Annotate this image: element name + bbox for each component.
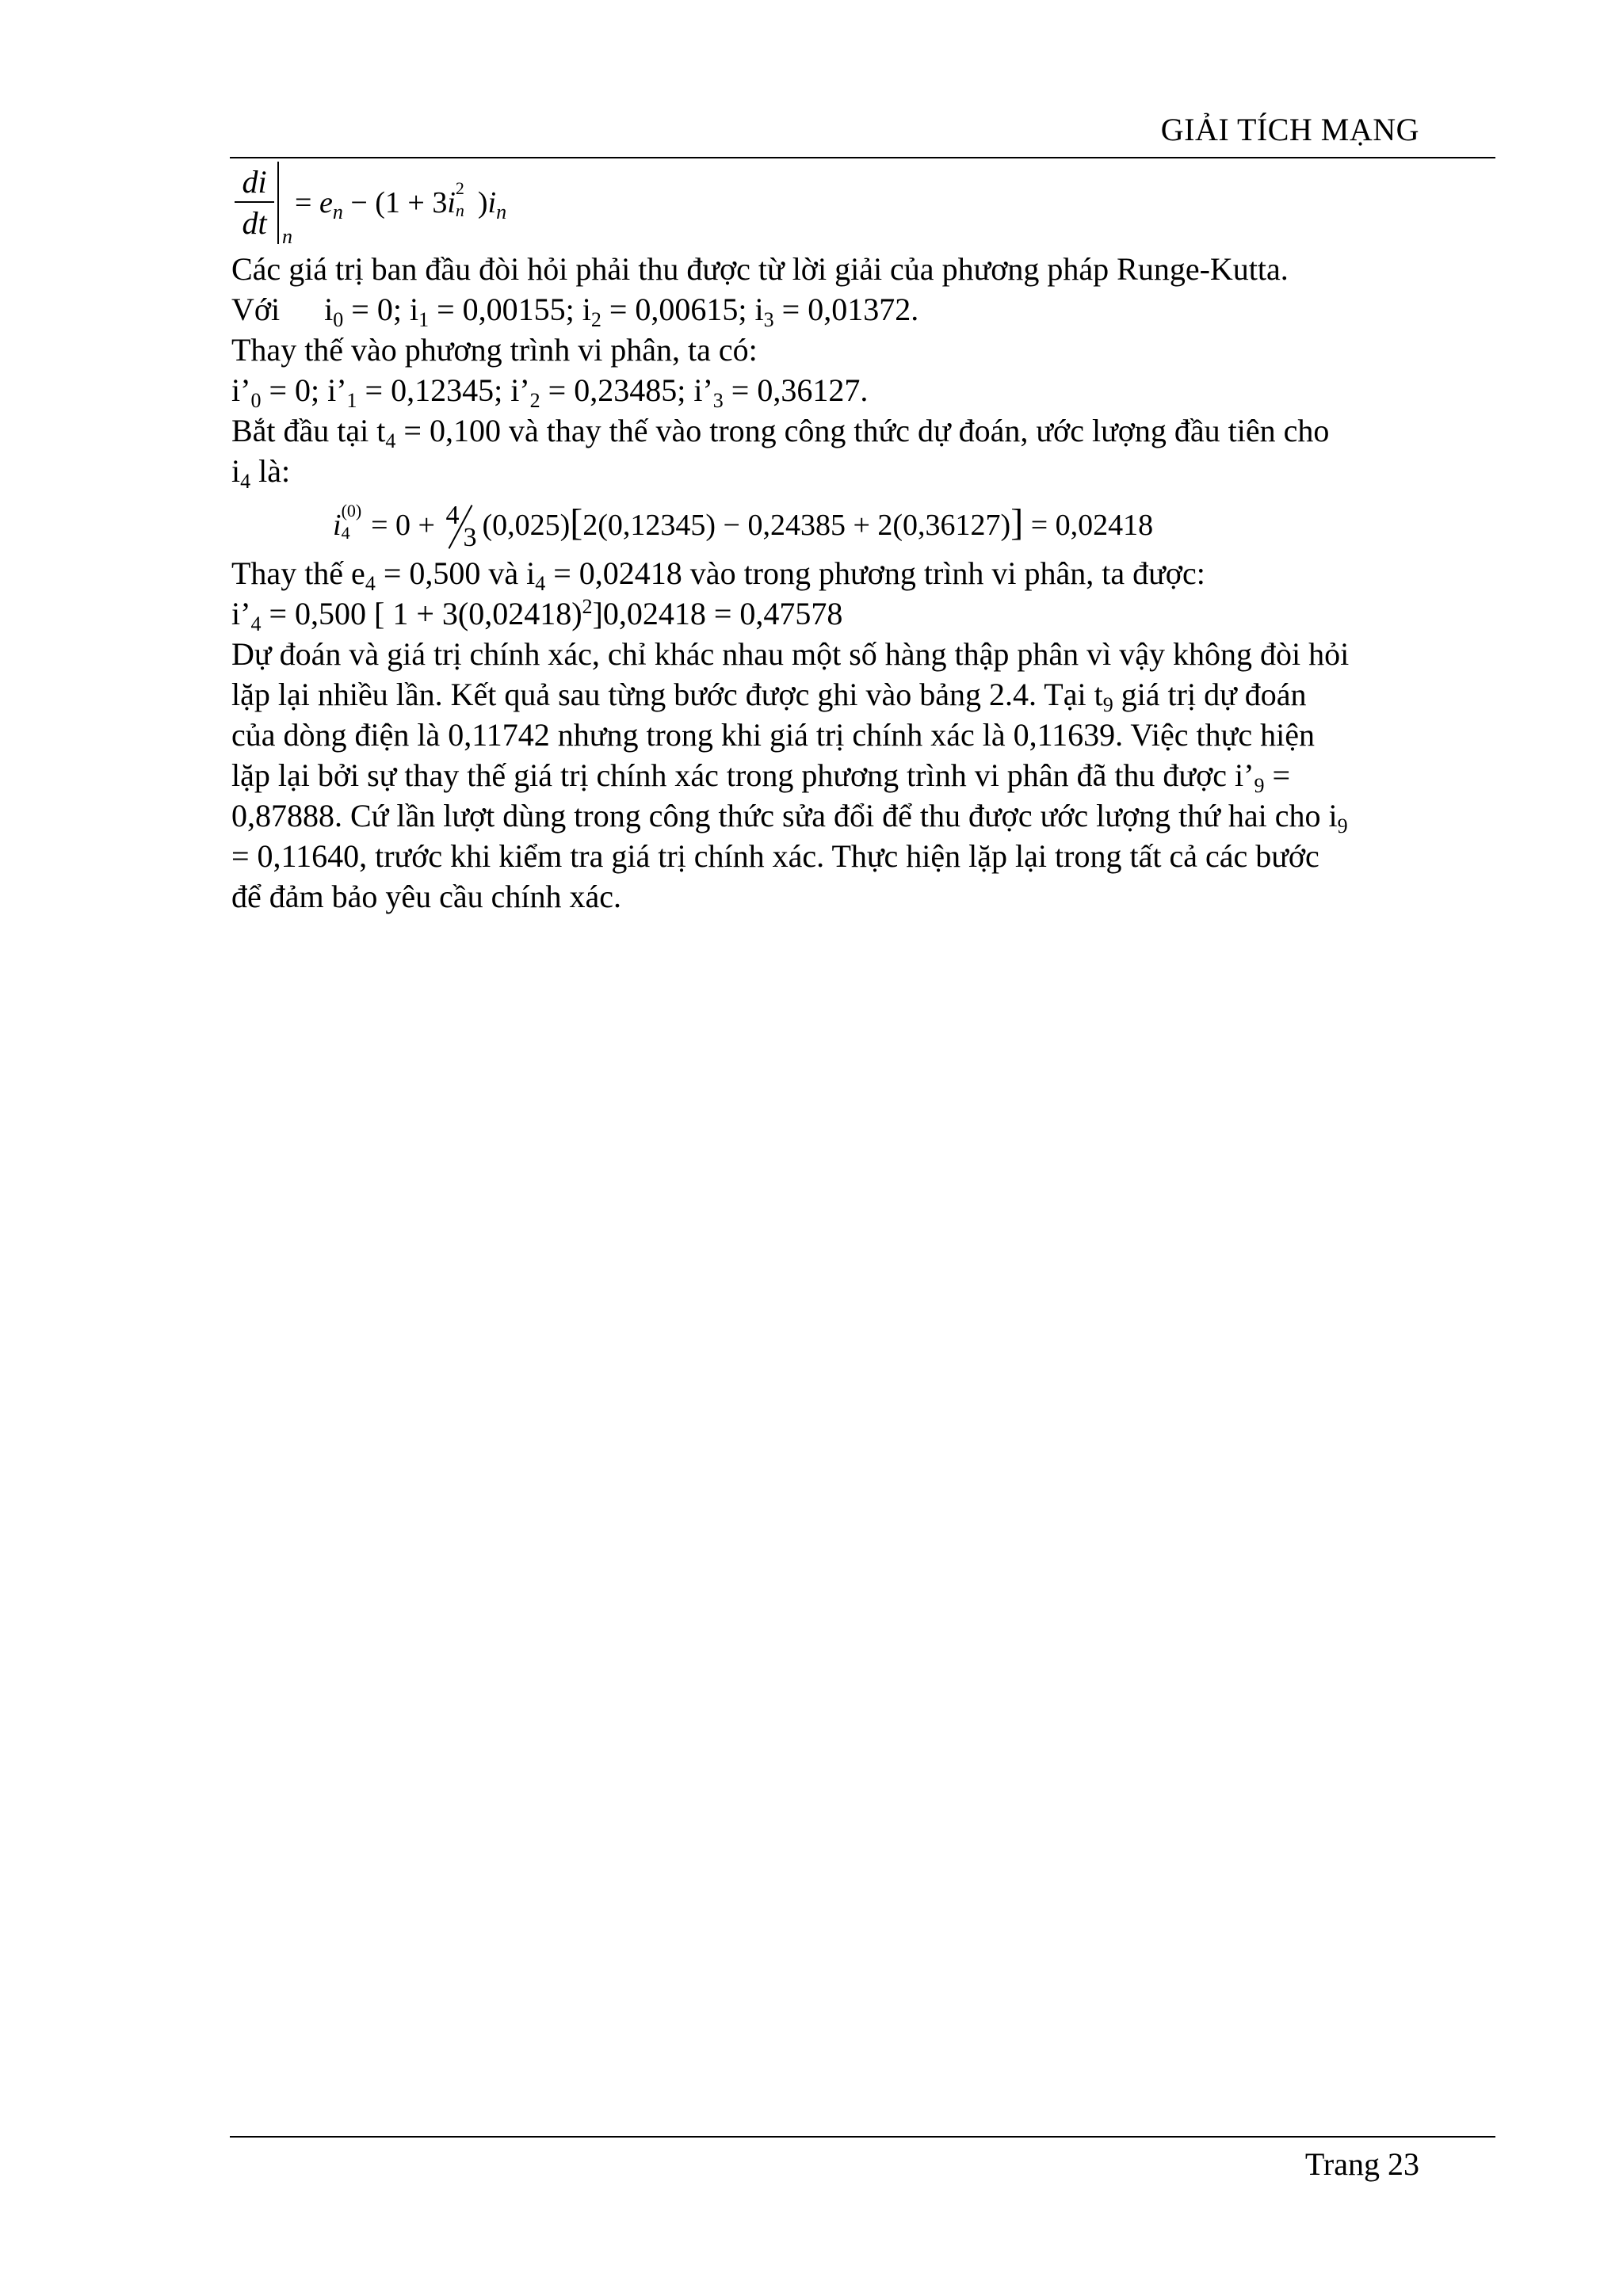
- text: giá trị dự đoán: [1113, 677, 1307, 712]
- page-footer: [230, 2136, 1495, 2182]
- rhs-e-sub: n: [332, 200, 343, 223]
- rhs-close: ): [477, 186, 488, 219]
- derivative-rhs: [295, 178, 507, 223]
- text-line-1: Các giá trị ban đầu đòi hỏi phải thu được từ lời giải của phương pháp Runge-Kutta.: [231, 251, 1289, 287]
- rhs-e: e: [319, 186, 333, 219]
- text-line-8: [231, 593, 1499, 634]
- page-number: Trang 23: [1304, 2146, 1419, 2182]
- sub: 3: [763, 308, 774, 331]
- sub: 2: [529, 389, 540, 412]
- evaluation-bar: [277, 162, 279, 244]
- value: = 0,23485; i’: [540, 372, 713, 408]
- rhs-square: 2: [455, 178, 464, 199]
- text: là:: [250, 453, 291, 489]
- predictor-expression: [333, 501, 1154, 553]
- derivative-numerator: di: [235, 163, 274, 203]
- rhs-i2: i: [487, 186, 497, 219]
- text-line-6: [231, 451, 1499, 491]
- text-line-5: [231, 410, 1499, 451]
- rhs-i: i: [447, 186, 456, 219]
- sub: 2: [590, 308, 601, 331]
- evaluation-subscript: n: [282, 225, 292, 248]
- left-bracket: [: [570, 502, 583, 543]
- sub: 4: [385, 429, 396, 452]
- text-line-10: [231, 674, 1499, 715]
- text: Bắt đầu tại t: [231, 413, 386, 448]
- i-symbol: i: [324, 292, 334, 327]
- text-line-11: của dòng điện là 0,11742 nhưng trong khi giá trị chính xác là 0,11639. Việc thực hiện: [231, 717, 1315, 753]
- sup: 2: [582, 595, 593, 618]
- predictor-eq: = 0 +: [363, 509, 443, 542]
- text-line-9: Dự đoán và giá trị chính xác, chỉ khác nhau một số hàng thập phân vì vậy không đòi hỏi: [231, 636, 1350, 672]
- sub: 4: [250, 612, 262, 635]
- sub: 4: [240, 470, 251, 493]
- sub: 1: [346, 389, 357, 412]
- sub: 9: [1102, 693, 1113, 716]
- fraction-numerator: 4: [445, 501, 460, 531]
- header-title: GIẢI TÍCH MẠNG: [1160, 112, 1419, 147]
- text: = 0,500 và i: [375, 555, 536, 591]
- text: lặp lại nhiều lần. Kết quả sau từng bước được ghi vào bảng 2.4. Tại t: [231, 677, 1103, 712]
- text-line-4: [231, 370, 1499, 410]
- rhs-mid: − (1 + 3: [342, 186, 448, 219]
- text-line-14: = 0,11640, trước khi kiểm tra giá trị chính xác. Thực hiện lặp lại trong tất cả các bước: [231, 838, 1319, 874]
- value: = 0,12345; i’: [357, 372, 530, 408]
- sub: 1: [418, 308, 430, 331]
- sub: 3: [712, 389, 724, 412]
- derivative-denominator: dt: [242, 205, 267, 241]
- sub: 0: [333, 308, 344, 331]
- i-prime: i’: [231, 372, 251, 408]
- value: = 0,36127.: [723, 372, 869, 408]
- value: = 0,01372.: [773, 292, 919, 327]
- text: =: [1264, 757, 1291, 793]
- sub: 9: [1337, 814, 1348, 837]
- with-label: Với: [231, 292, 281, 327]
- predictor-sup: (0): [341, 501, 362, 521]
- text: i: [231, 453, 241, 489]
- text-line-7: [231, 553, 1499, 593]
- rhs-i-scripts: [455, 178, 478, 221]
- derivative-formula: [231, 157, 1499, 249]
- sub: 4: [365, 572, 376, 595]
- rhs-i-sub: n: [455, 200, 464, 221]
- text-line-2: [231, 289, 1499, 330]
- predictor-sub: 4: [341, 523, 350, 543]
- fraction-denominator: 3: [463, 523, 477, 553]
- text: Thay thế e: [231, 555, 365, 591]
- text-line-3: Thay thế vào phương trình vi phân, ta có:: [231, 332, 758, 368]
- sub: 4: [535, 572, 546, 595]
- predictor-step: (0,025): [482, 509, 571, 542]
- text-line-15: để đảm bảo yêu cầu chính xác.: [231, 879, 622, 914]
- value: = 0; i’: [261, 372, 347, 408]
- rhs-i2-sub: n: [496, 200, 507, 223]
- right-bracket: ]: [1010, 502, 1024, 543]
- text: = 0,500 [ 1 + 3(0,02418): [261, 596, 582, 631]
- value: = 0,00615; i: [601, 292, 764, 327]
- value: = 0,00155; i: [429, 292, 591, 327]
- predictor-result: = 0,02418: [1023, 509, 1154, 542]
- text: ]0,02418 = 0,47578: [592, 596, 843, 631]
- value: = 0; i: [343, 292, 419, 327]
- predictor-sum: 2(0,12345) − 0,24385 + 2(0,36127): [582, 509, 1011, 542]
- page-header: [230, 111, 1495, 158]
- page-content: [231, 157, 1499, 917]
- predictor-formula: [231, 491, 1499, 553]
- rhs-equals: =: [295, 186, 319, 219]
- text: i’: [231, 596, 251, 631]
- sub: 9: [1254, 774, 1265, 797]
- predictor-lhs: i: [333, 509, 342, 542]
- text-line-13: [231, 795, 1499, 836]
- predictor-lhs-scripts: [341, 501, 364, 543]
- text: = 0,100 và thay thế vào trong công thức dự đoán, ước lượng đầu tiên cho: [395, 413, 1330, 448]
- predictor-fraction: [442, 501, 482, 553]
- text: lặp lại bởi sự thay thế giá trị chính xác trong phương trình vi phân đã thu được i’: [231, 757, 1254, 793]
- derivative-fraction: [235, 163, 274, 244]
- sub: 0: [250, 389, 262, 412]
- text-line-12: [231, 755, 1499, 795]
- text: = 0,02418 vào trong phương trình vi phân, ta được:: [545, 555, 1205, 591]
- text: 0,87888. Cứ lần lượt dùng trong công thức sửa đổi để thu được ước lượng thứ hai cho i: [231, 798, 1338, 833]
